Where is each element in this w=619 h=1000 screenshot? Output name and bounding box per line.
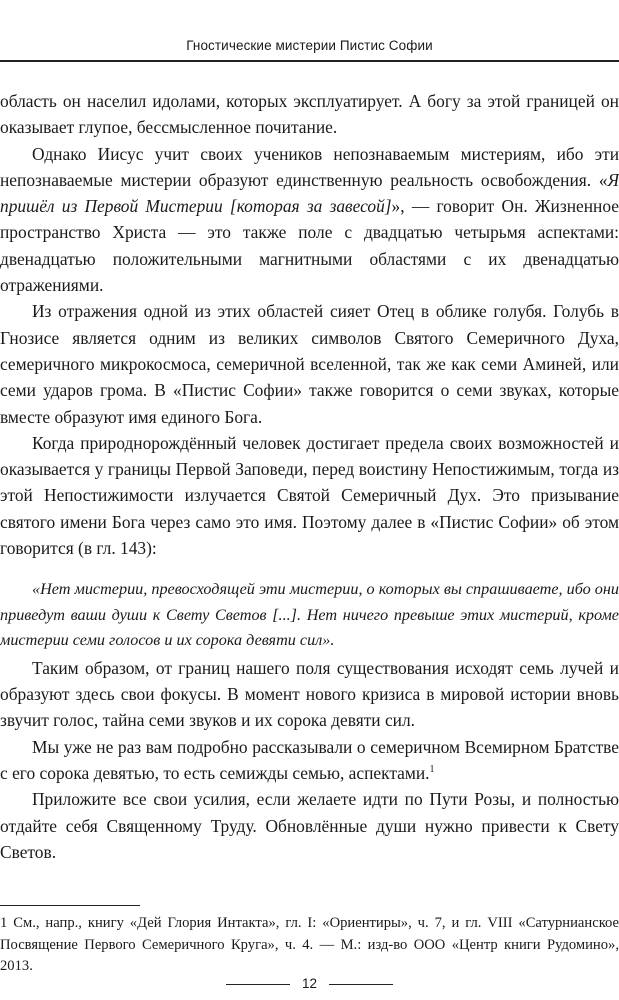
page-number: 12	[301, 976, 318, 991]
paragraph-5: Таким образом, от границ нашего поля существования исходят семь лучей и образуют здесь свои фокусы. В момент нового кризиса в мировой истории вновь звучит голос, тайна семи звуков и их сорока девяти сил.	[0, 657, 619, 731]
paragraph-2-end: », — говорит Он. Жизненное пространство Христа — это также поле с двадцатью четырьмя аспектами: двенадцатью положительными магнитными областями с их двенадцатью отражениями.	[0, 196, 619, 296]
footnote-rule	[0, 905, 140, 906]
paragraph-3: Из отражения одной из этих областей сияет Отец в облике голубя. Голубь в Гнозисе является одним из великих символов Святого Семеричного Духа, семеричного микрокосмоса, семеричной вселенной, так же как семи Аминей, или семи ударов грома. В «Пистис Софии» также говорится о семи звуках, которые вместе образуют имя единого Бога.	[0, 301, 619, 427]
footnote-marker[interactable]: 1	[429, 764, 435, 776]
paragraph-2-quote: Я пришёл из Первой Мистерии [которая за завесой]	[0, 169, 619, 217]
block-quote: «Нет мистерии, превосходящей эти мистерии, о которых вы спрашиваете, ибо они приведут ваши души к Свету Светов [...]. Нет ничего превыше этих мистерий, кроме мистерии семи голосов и их сорока девяти сил».	[0, 580, 619, 650]
header-rule	[0, 60, 619, 62]
paragraph-7: Приложите все свои усилия, если желаете идти по Пути Розы, и полностью отдайте себя Священному Труду. Обновлённые души нужно привести к Свету Светов.	[0, 789, 619, 862]
running-header: Гностические мистерии Пистис Софии	[186, 38, 433, 53]
page-number-dash-right	[329, 984, 393, 985]
page-number-block	[0, 976, 619, 991]
footnote: 1 См., напр., книгу «Дей Глория Интакта», гл. I: «Ориентиры», ч. 7, и гл. VIII «Сатурнианское Посвящение Первого Семеричного Круга», ч. 4. — М.: изд-во ООО «Центр книги Рудомино», 2013.	[0, 915, 619, 974]
paragraph-1: область он населил идолами, которых эксплуатирует. А богу за этой границей он оказывает глупое, бессмысленное почитание.	[0, 91, 619, 138]
paragraph-2-start: Однако Иисус учит своих учеников непознаваемым мистериям, ибо эти непознаваемые мистерии образуют единственную реальность освобождения. «	[0, 143, 619, 190]
paragraph-2	[0, 141, 619, 299]
paragraph-6	[0, 734, 619, 787]
paragraph-4: Когда природнорождённый человек достигает предела своих возможностей и оказывается у границы Первой Заповеди, перед воистину Непостижимым, тогда из этой Непостижимости излучается Святой Семеричный Дух. Это призывание святого имени Бога через само это имя. Поэтому далее в «Пистис Софии» об этом говорится (в гл. 143):	[0, 432, 619, 559]
paragraph-6-text: Мы уже не раз вам подробно рассказывали о семеричном Всемирном Братстве с его сорока девятью, то есть семижды семью, аспектами.	[0, 736, 619, 784]
main-text	[0, 88, 619, 865]
page-number-dash-left	[226, 984, 290, 985]
